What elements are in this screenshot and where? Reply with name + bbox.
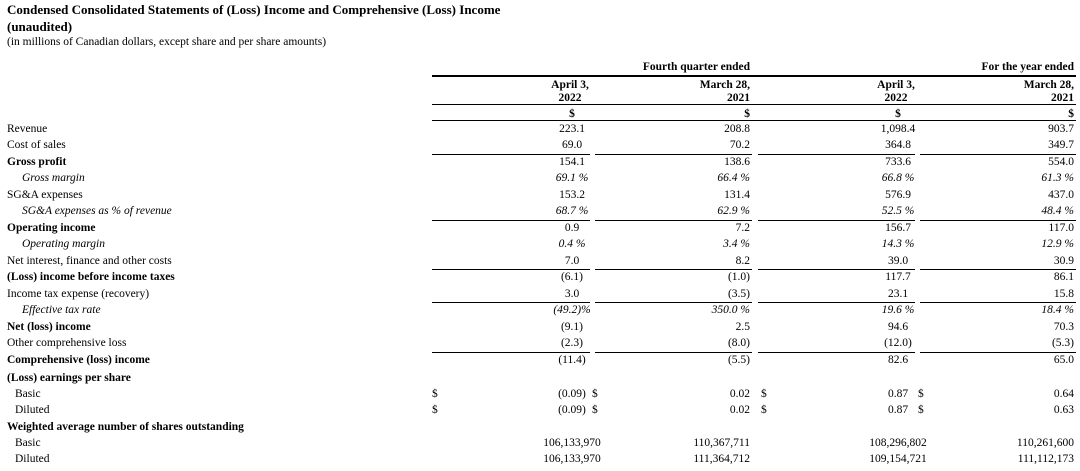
column-header-line2: 2022 bbox=[884, 92, 908, 104]
row-value: 82.6 bbox=[887, 354, 909, 366]
row-label: Net interest, finance and other costs bbox=[7, 255, 172, 267]
eps-currency-symbol: $ bbox=[432, 404, 438, 416]
row-value: 70.2 bbox=[729, 139, 750, 151]
row-value: (12.0) bbox=[884, 337, 912, 349]
row-label: Revenue bbox=[7, 123, 48, 135]
currency-symbol: $ bbox=[569, 108, 575, 120]
subtotal-rule bbox=[432, 302, 590, 303]
row-value: 208.8 bbox=[724, 123, 750, 135]
eps-currency-symbol: $ bbox=[432, 388, 438, 400]
row-label: Operating income bbox=[7, 222, 96, 234]
row-value: 106,133,970 bbox=[543, 437, 601, 449]
row-value: 18.4 % bbox=[1041, 304, 1074, 316]
row-label: Basic bbox=[15, 437, 41, 449]
eps-currency-symbol: $ bbox=[592, 388, 598, 400]
row-label: Basic bbox=[15, 388, 41, 400]
row-value: 223.1 bbox=[559, 123, 585, 135]
row-value: 15.8 bbox=[1053, 288, 1074, 300]
row-value: 61.3 % bbox=[1041, 172, 1074, 184]
row-value: 68.7 % bbox=[555, 205, 589, 217]
row-value: 108,296,802 bbox=[869, 437, 927, 449]
row-label: Diluted bbox=[15, 404, 50, 416]
row-value: 156.7 bbox=[885, 222, 911, 234]
row-value: 111,112,173 bbox=[1017, 453, 1074, 465]
subtotal-rule bbox=[920, 302, 1076, 303]
subtotal-rule bbox=[595, 269, 752, 270]
subtotal-rule bbox=[595, 154, 752, 155]
row-value: (5.5) bbox=[727, 354, 750, 366]
column-header-line1: April 3, bbox=[551, 79, 589, 91]
subtotal-rule bbox=[920, 352, 1076, 353]
row-value: 903.7 bbox=[1048, 123, 1074, 135]
row-value: (2.3) bbox=[560, 337, 584, 349]
row-label: Gross profit bbox=[7, 156, 67, 168]
row-label: Comprehensive (loss) income bbox=[7, 354, 150, 366]
subtotal-rule bbox=[758, 269, 915, 270]
row-value: (9.1) bbox=[560, 321, 584, 333]
row-value: 0.64 bbox=[1053, 388, 1074, 400]
row-label: Gross margin bbox=[22, 172, 85, 184]
row-value: 437.0 bbox=[1048, 189, 1074, 201]
row-label: Other comprehensive loss bbox=[7, 337, 127, 349]
row-value: 0.63 bbox=[1053, 404, 1074, 416]
row-value: 110,261,600 bbox=[1016, 437, 1074, 449]
row-value: (0.09) bbox=[558, 388, 586, 400]
column-header-line1: March 28, bbox=[699, 79, 750, 91]
eps-currency-symbol: $ bbox=[918, 404, 924, 416]
row-value: 30.9 bbox=[1053, 255, 1074, 267]
row-value: 7.0 bbox=[564, 255, 580, 267]
row-value: (6.1) bbox=[560, 271, 584, 283]
row-value: 65.0 bbox=[1053, 354, 1074, 366]
subtotal-rule bbox=[920, 220, 1076, 221]
row-value: 48.4 % bbox=[1041, 205, 1074, 217]
column-header-rule-full bbox=[432, 104, 1076, 105]
eps-currency-symbol: $ bbox=[592, 404, 598, 416]
row-value: 109,154,721 bbox=[869, 453, 927, 465]
row-value: 117.0 bbox=[1048, 222, 1074, 234]
row-value: 110,367,711 bbox=[693, 437, 750, 449]
eps-currency-symbol: $ bbox=[761, 388, 767, 400]
row-value: 66.4 % bbox=[717, 172, 750, 184]
row-label: (Loss) income before income taxes bbox=[7, 271, 175, 283]
subtotal-rule bbox=[920, 154, 1076, 155]
row-label: Cost of sales bbox=[7, 139, 66, 151]
subtotal-rule bbox=[595, 220, 752, 221]
row-value: 52.5 % bbox=[881, 205, 915, 217]
row-value: 554.0 bbox=[1048, 156, 1074, 168]
row-value: (8.0) bbox=[727, 337, 750, 349]
subtotal-rule bbox=[595, 302, 752, 303]
row-label: SG&A expenses bbox=[7, 189, 83, 201]
column-header-line2: 2021 bbox=[727, 92, 750, 104]
row-value: (1.0) bbox=[727, 271, 750, 283]
row-value: 69.1 % bbox=[555, 172, 589, 184]
row-value: 3.0 bbox=[564, 288, 580, 300]
row-value: 69.0 bbox=[561, 139, 583, 151]
row-value: 349.7 bbox=[1048, 139, 1074, 151]
row-label: Income tax expense (recovery) bbox=[7, 288, 150, 300]
row-value: 3.4 % bbox=[723, 238, 750, 250]
row-value: 153.2 bbox=[559, 189, 585, 201]
subtotal-rule bbox=[758, 220, 915, 221]
column-group-header: For the year ended bbox=[981, 61, 1074, 73]
column-header-line1: March 28, bbox=[1023, 79, 1074, 91]
row-value: 106,133,970 bbox=[543, 453, 601, 465]
row-value: 0.4 % bbox=[558, 238, 586, 250]
row-value: 70.3 bbox=[1053, 321, 1074, 333]
row-value: 7.2 bbox=[735, 222, 750, 234]
row-value: (11.4) bbox=[558, 354, 586, 366]
row-value: 350.0 % bbox=[711, 304, 750, 316]
row-value: 0.87 bbox=[887, 404, 909, 416]
row-label: SG&A expenses as % of revenue bbox=[22, 205, 172, 217]
row-label: Weighted average number of shares outstanding bbox=[7, 421, 244, 433]
row-value: 576.9 bbox=[885, 189, 911, 201]
subtotal-rule bbox=[432, 220, 590, 221]
row-value: 154.1 bbox=[559, 156, 585, 168]
subtotal-rule bbox=[432, 154, 590, 155]
row-value: (0.09) bbox=[558, 404, 586, 416]
subtotal-rule bbox=[432, 352, 590, 353]
subtotal-rule bbox=[758, 352, 915, 353]
row-label: Effective tax rate bbox=[22, 304, 101, 316]
subtotal-rule bbox=[758, 302, 915, 303]
statement-note: (in millions of Canadian dollars, except share and per share amounts) bbox=[7, 36, 327, 48]
group-header-rule-thick bbox=[432, 75, 1076, 77]
currency-symbol: $ bbox=[1068, 108, 1074, 120]
subtotal-rule bbox=[758, 154, 915, 155]
row-value: 2.5 bbox=[735, 321, 750, 333]
row-value: 0.87 bbox=[887, 388, 909, 400]
subtotal-rule bbox=[595, 352, 752, 353]
row-value: (49.2)% bbox=[553, 304, 591, 316]
row-label: Diluted bbox=[15, 453, 50, 465]
row-value: 131.4 bbox=[724, 189, 750, 201]
subtotal-rule bbox=[920, 269, 1076, 270]
eps-currency-symbol: $ bbox=[761, 404, 767, 416]
row-value: 8.2 bbox=[735, 255, 750, 267]
column-header-line1: April 3, bbox=[877, 79, 915, 91]
row-value: (5.3) bbox=[1051, 337, 1074, 349]
row-value: 0.02 bbox=[729, 388, 750, 400]
row-value: 117.7 bbox=[885, 271, 911, 283]
statement-subtitle: (unaudited) bbox=[7, 19, 73, 34]
row-value: 19.6 % bbox=[881, 304, 915, 316]
row-value: 62.9 % bbox=[717, 205, 750, 217]
statement-title: Condensed Consolidated Statements of (Loss) Income and Comprehensive (Loss) Income bbox=[7, 2, 501, 17]
row-value: 733.6 bbox=[885, 156, 911, 168]
row-value: (3.5) bbox=[727, 288, 750, 300]
currency-rule bbox=[432, 120, 1076, 121]
row-value: 111,364,712 bbox=[693, 453, 750, 465]
subtotal-rule bbox=[432, 269, 590, 270]
row-value: 364.8 bbox=[885, 139, 911, 151]
row-label: Operating margin bbox=[22, 238, 105, 250]
currency-symbol: $ bbox=[895, 108, 901, 120]
row-value: 138.6 bbox=[724, 156, 750, 168]
row-value: 0.9 bbox=[564, 222, 580, 234]
eps-currency-symbol: $ bbox=[918, 388, 924, 400]
row-value: 66.8 % bbox=[881, 172, 915, 184]
row-label: (Loss) earnings per share bbox=[7, 372, 131, 384]
row-value: 86.1 bbox=[1053, 271, 1074, 283]
row-label: Net (loss) income bbox=[7, 321, 91, 333]
column-group-header: Fourth quarter ended bbox=[642, 61, 750, 73]
row-value: 12.9 % bbox=[1041, 238, 1074, 250]
currency-symbol: $ bbox=[744, 108, 750, 120]
row-value: 0.02 bbox=[729, 404, 750, 416]
column-header-line2: 2021 bbox=[1051, 92, 1074, 104]
row-value: 94.6 bbox=[887, 321, 909, 333]
row-value: 14.3 % bbox=[881, 238, 915, 250]
row-value: 1,098.4 bbox=[880, 123, 916, 135]
row-value: 23.1 bbox=[887, 288, 909, 300]
row-value: 39.0 bbox=[887, 255, 909, 267]
column-header-line2: 2022 bbox=[558, 92, 582, 104]
